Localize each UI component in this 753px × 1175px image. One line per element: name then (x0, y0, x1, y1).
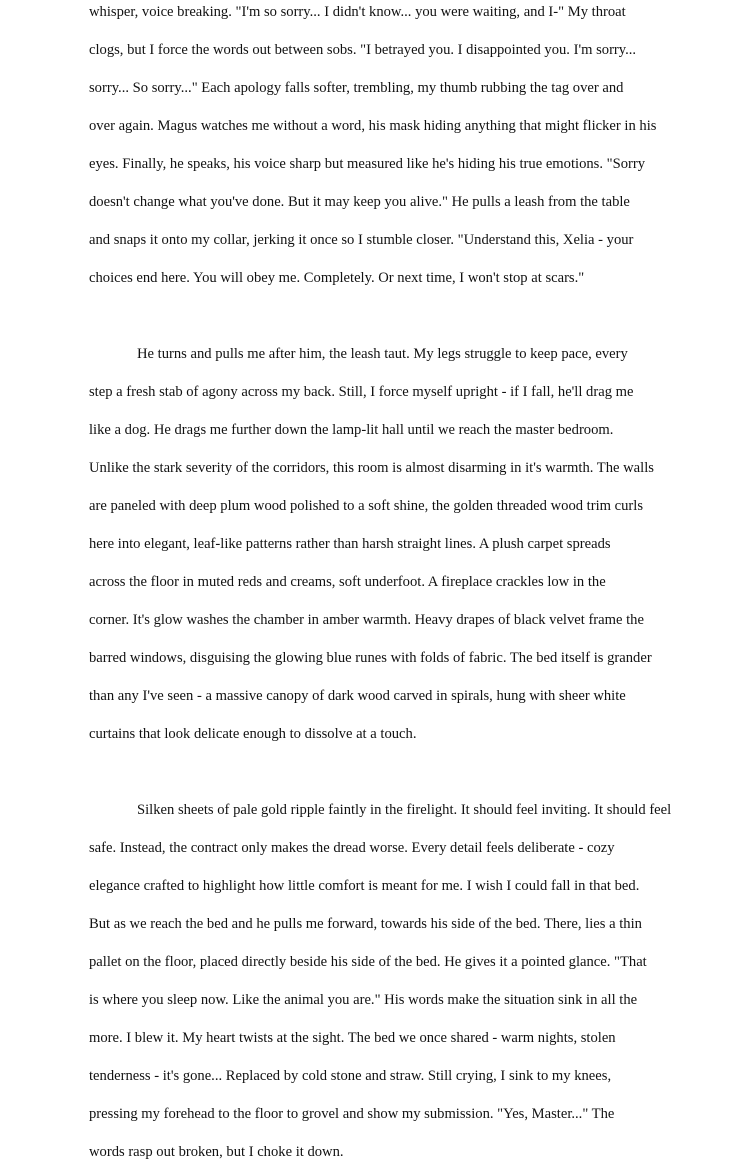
paragraph-line: step a fresh stab of agony across my back. Still, I force myself upright - if I fall, he'll drag me (89, 384, 634, 400)
paragraph-line: doesn't change what you've done. But it may keep you alive." He pulls a leash from the table (89, 194, 630, 210)
paragraph-line: whisper, voice breaking. "I'm so sorry... I didn't know... you were waiting, and I-" My throat (89, 4, 626, 20)
paragraph-line: clogs, but I force the words out between sobs. "I betrayed you. I disappointed you. I'm sorry... (89, 42, 637, 58)
paragraph-line: tenderness - it's gone... Replaced by cold stone and straw. Still crying, I sink to my knees, (89, 1068, 612, 1084)
paragraph-line: pressing my forehead to the floor to grovel and show my submission. "Yes, Master..." The (89, 1106, 615, 1122)
paragraph-line: more. I blew it. My heart twists at the sight. The bed we once shared - warm nights, stolen (89, 1030, 616, 1046)
paragraph-line: are paneled with deep plum wood polished to a soft shine, the golden threaded wood trim curls (89, 498, 644, 514)
paragraph-line: here into elegant, leaf-like patterns rather than harsh straight lines. A plush carpet spreads (89, 536, 611, 552)
paragraph-line: curtains that look delicate enough to dissolve at a touch. (89, 726, 417, 742)
paragraph-1 (89, 0, 656, 297)
paragraph-line: over again. Magus watches me without a word, his mask hiding anything that might flicker in his (89, 118, 657, 134)
paragraph-first-line: Silken sheets of pale gold ripple faintly in the firelight. It should feel inviting. It should feel (137, 802, 672, 818)
paragraph-line: choices end here. You will obey me. Completely. Or next time, I won't stop at scars." (89, 270, 585, 286)
paragraph-2 (89, 335, 654, 753)
paragraph-line: and snaps it onto my collar, jerking it once so I stumble closer. "Understand this, Xelia - your (89, 232, 634, 248)
paragraph-line: than any I've seen - a massive canopy of dark wood carved in spirals, hung with sheer white (89, 688, 626, 704)
paragraph-line: across the floor in muted reds and creams, soft underfoot. A fireplace crackles low in the (89, 574, 606, 590)
paragraph-line: Unlike the stark severity of the corridors, this room is almost disarming in it's warmth. The walls (89, 460, 654, 476)
paragraph-line: barred windows, disguising the glowing blue runes with folds of fabric. The bed itself is grander (89, 650, 652, 666)
paragraph-line: safe. Instead, the contract only makes the dread worse. Every detail feels deliberate - cozy (89, 840, 615, 856)
paragraph-first-line: He turns and pulls me after him, the leash taut. My legs struggle to keep pace, every (137, 346, 628, 362)
paragraph-line: eyes. Finally, he speaks, his voice sharp but measured like he's hiding his true emotions. "Sorry (89, 156, 646, 172)
paragraph-line: like a dog. He drags me further down the lamp-lit hall until we reach the master bedroom. (89, 422, 614, 438)
paragraph-line: is where you sleep now. Like the animal you are." His words make the situation sink in all the (89, 992, 638, 1008)
paragraph-line: corner. It's glow washes the chamber in amber warmth. Heavy drapes of black velvet frame the (89, 612, 644, 628)
paragraph-line: But as we reach the bed and he pulls me forward, towards his side of the bed. There, lies a thin (89, 916, 642, 932)
paragraph-3 (89, 791, 671, 1171)
paragraph-line: words rasp out broken, but I choke it down. (89, 1144, 344, 1160)
paragraph-line: elegance crafted to highlight how little comfort is meant for me. I wish I could fall in that bed. (89, 878, 640, 894)
paragraph-line: pallet on the floor, placed directly beside his side of the bed. He gives it a pointed glance. "That (89, 954, 647, 970)
paragraph-line: sorry... So sorry..." Each apology falls softer, trembling, my thumb rubbing the tag over and (89, 80, 624, 96)
